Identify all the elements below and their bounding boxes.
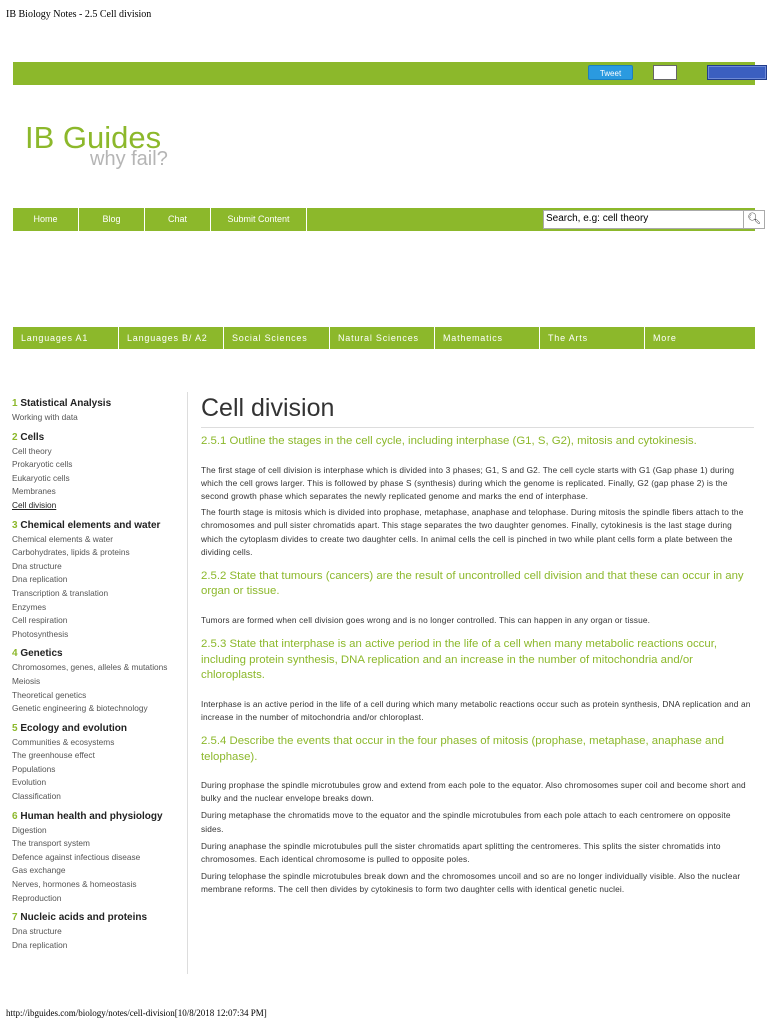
paragraph: Tumors are formed when cell division goes wrong and is no longer controlled. This can happen in any organ or tissue. xyxy=(201,614,651,625)
sidebar-link[interactable]: Defence against infectious disease xyxy=(12,851,141,862)
print-header: IB Biology Notes - 2.5 Cell division xyxy=(6,9,152,20)
sidebar-section-heading[interactable]: 4 Genetics xyxy=(12,648,63,660)
sidebar-link[interactable]: Classification xyxy=(12,791,61,802)
sidebar-link[interactable]: Chemical elements & water xyxy=(12,533,113,544)
sidebar-link[interactable]: Genetic engineering & biotechnology xyxy=(12,703,148,714)
sidebar-section-heading[interactable]: 1 Statistical Analysis xyxy=(12,398,112,409)
sidebar-link[interactable]: Eukaryotic cells xyxy=(12,472,70,483)
column-divider xyxy=(187,392,188,974)
sidebar-link[interactable]: Chromosomes, genes, alleles & mutations xyxy=(12,662,168,673)
facebook-share-button[interactable] xyxy=(707,65,767,80)
section-heading-2-5-2: 2.5.2 State that tumours (cancers) are the result of uncontrolled cell division and that these can occur in any organ or tissue. xyxy=(201,569,744,598)
paragraph: During prophase the spindle microtubules grow and extend from each pole to the equator. Also chromosomes super coil and become short and bulky and the nuclear envelope breaks down. xyxy=(201,780,746,804)
sidebar-link[interactable]: Populations xyxy=(12,763,56,774)
sidebar-link[interactable]: Cell respiration xyxy=(12,615,68,626)
sidebar-link[interactable]: The greenhouse effect xyxy=(12,750,95,761)
paragraph: During anaphase the spindle microtubules pull the sister chromatids apart splitting the centromeres. This splits the sister chromatids into chromosomes. Each identical chromosome is pulled to opposite poles. xyxy=(201,840,721,865)
nav-social-sciences[interactable]: Social Sciences xyxy=(224,327,330,349)
nav-home[interactable]: Home xyxy=(13,208,79,231)
sidebar-link[interactable]: Dna structure xyxy=(12,560,62,571)
sidebar-link[interactable]: Gas exchange xyxy=(12,865,66,876)
paragraph: Interphase is an active period in the life of a cell during which many metabolic reactions occur such as protein synthesis, DNA replication and an increase in the number of mitochondria and/or chloroplast. xyxy=(201,698,751,722)
sidebar xyxy=(12,398,184,952)
primary-nav xyxy=(13,208,761,231)
sidebar-link[interactable]: Digestion xyxy=(12,824,47,835)
like-button[interactable] xyxy=(653,65,677,80)
paragraph: During metaphase the chromatids move to the equator and the spindle microtubules from each pole attach to each centromere on opposite sides. xyxy=(201,810,731,834)
section-heading-2-5-3: 2.5.3 State that interphase is an active period in the life of a cell when many metabolic reactions occur, including protein synthesis, DNA replication and an increase in the number of mitochondria and/or chloroplasts. xyxy=(201,638,718,682)
sidebar-link[interactable]: Communities & ecosystems xyxy=(12,736,115,747)
sidebar-link[interactable]: Dna replication xyxy=(12,939,68,950)
search-icon[interactable]: 🔍︎ xyxy=(743,211,764,228)
sidebar-section-heading[interactable]: 6 Human health and physiology xyxy=(12,810,163,822)
tweet-button[interactable]: Tweet xyxy=(588,65,633,80)
sidebar-link[interactable]: Evolution xyxy=(12,777,47,788)
sidebar-link[interactable]: Theoretical genetics xyxy=(12,689,87,700)
sidebar-section-heading[interactable]: 7 Nucleic acids and proteins xyxy=(12,912,148,924)
nav-mathematics[interactable]: Mathematics xyxy=(435,327,540,349)
sidebar-link-active[interactable]: Cell division xyxy=(12,499,57,510)
search-input[interactable] xyxy=(543,210,765,229)
nav-chat[interactable]: Chat xyxy=(145,208,211,231)
sidebar-section-heading[interactable]: 5 Ecology and evolution xyxy=(12,722,128,734)
sidebar-link[interactable]: Photosynthesis xyxy=(12,628,69,639)
sidebar-link[interactable]: Nerves, hormones & homeostasis xyxy=(12,879,137,890)
nav-more[interactable]: More xyxy=(653,333,677,343)
site-logo[interactable]: IB Guides xyxy=(25,120,162,155)
paragraph: During telophase the spindle microtubules break down and the chromosomes uncoil and so are no longer individually visible. Also the nuclear membrane reforms. The cell then divides by cytokinesis to form two daughter cells with identical genetic nuclei. xyxy=(201,871,741,895)
nav-submit-content[interactable]: Submit Content xyxy=(211,208,307,231)
sidebar-link[interactable]: Membranes xyxy=(12,486,56,497)
nav-the-arts[interactable]: The Arts xyxy=(540,327,645,349)
sidebar-link[interactable]: Dna replication xyxy=(12,574,68,585)
sidebar-link[interactable]: Carbohydrates, lipids & proteins xyxy=(12,547,130,558)
print-footer: http://ibguides.com/biology/notes/cell-division[10/8/2018 12:07:34 PM] xyxy=(6,1008,267,1018)
nav-languages-b-a2[interactable]: Languages B/ A2 xyxy=(119,327,224,349)
sidebar-link[interactable]: Dna structure xyxy=(12,926,62,937)
sidebar-link[interactable]: Meiosis xyxy=(12,675,41,686)
sidebar-link[interactable]: Enzymes xyxy=(12,601,47,612)
nav-natural-sciences[interactable]: Natural Sciences xyxy=(330,327,435,349)
paragraph: The first stage of cell division is interphase which is divided into 3 phases; G1, S and G2. The cell cycle starts with G1 (Gap phase 1) during which the cell grows larger. This is followed by phase S (synthesis) during which the genome is replicated. Finally, G2 (gap phase 2) is the second growth phase which separates the newly replicated genome and marks the end of interphase. xyxy=(201,464,735,501)
section-heading-2-5-4: 2.5.4 Describe the events that occur in the four phases of mitosis (prophase, metaphase, anaphase and telophase). xyxy=(201,735,725,763)
search-placeholder: Search, e.g: cell theory xyxy=(546,213,649,224)
nav-languages-a1[interactable]: Languages A1 xyxy=(13,327,119,349)
sidebar-section-heading[interactable]: 3 Chemical elements and water xyxy=(12,519,161,531)
site-tagline: why fail? xyxy=(90,148,168,170)
subject-nav xyxy=(13,327,755,349)
paragraph: The fourth stage is mitosis which is divided into prophase, metaphase, anaphase and telophase. During mitosis the spindle fibers attach to the chromosomes and pull sister chromatids apart. This stage separates the two daughter genomes. Finally, cytokinesis is the last stage during which the cytoplasm divides to create two daughter cells. In animal cells the cell is pinched in two while plant cells form a plate between the dividing cells. xyxy=(201,507,744,557)
page-title: Cell division xyxy=(201,394,754,428)
sidebar-link[interactable]: Transcription & translation xyxy=(12,587,109,598)
sidebar-link[interactable]: Working with data xyxy=(12,412,78,422)
sidebar-link[interactable]: Cell theory xyxy=(12,445,52,456)
section-heading-2-5-1: 2.5.1 Outline the stages in the cell cycle, including interphase (G1, S, G2), mitosis and cytokinesis. xyxy=(201,435,697,447)
nav-blog[interactable]: Blog xyxy=(79,208,145,231)
sidebar-link[interactable]: Prokaryotic cells xyxy=(12,459,73,470)
sidebar-link[interactable]: Reproduction xyxy=(12,892,62,903)
main-content xyxy=(201,394,754,901)
sidebar-link[interactable]: The transport system xyxy=(12,838,90,849)
social-bar xyxy=(13,62,755,85)
sidebar-section-heading[interactable]: 2 Cells xyxy=(12,431,45,443)
